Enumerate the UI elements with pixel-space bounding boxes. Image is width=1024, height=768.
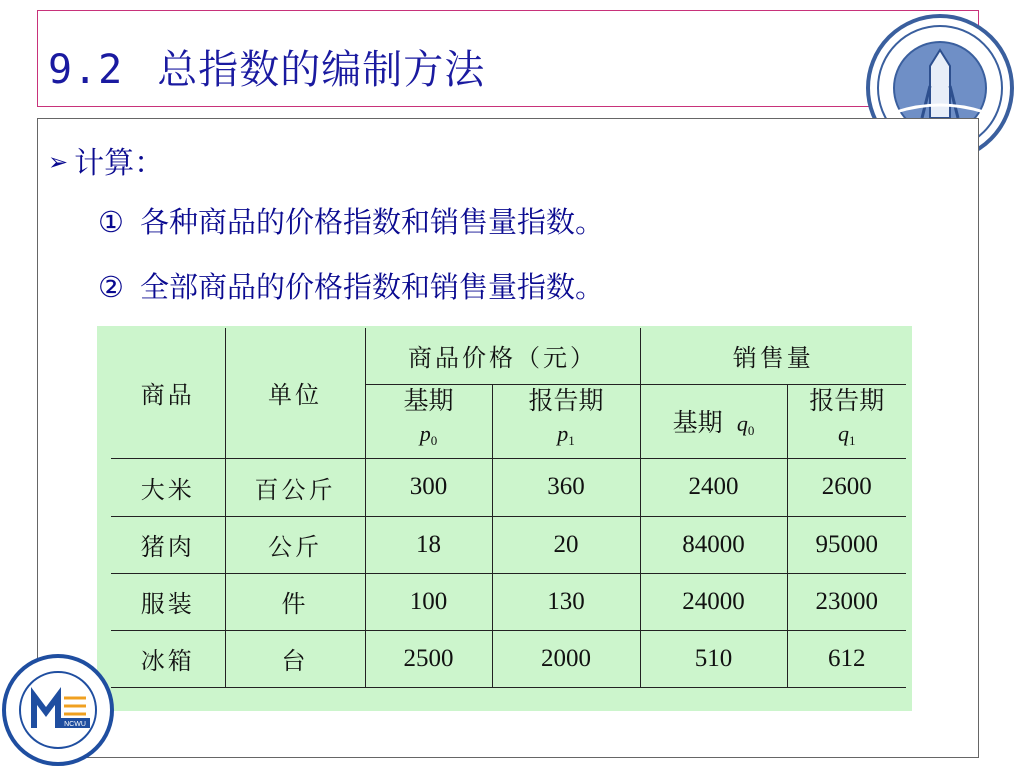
title-text: 总指数的编制方法: [157, 47, 486, 93]
header-base-price: 基期 $p_0$: [365, 384, 492, 458]
item-text: 全部商品的价格指数和销售量指数。: [140, 270, 605, 304]
item-marker: ②: [98, 270, 124, 304]
header-unit: 单位: [225, 328, 365, 458]
arrow-bullet-icon: ➢: [48, 148, 69, 176]
header-goods: 商品: [111, 328, 225, 458]
bullet-label: 计算：: [74, 146, 165, 181]
item-marker: ①: [98, 205, 124, 239]
header-price-group: 商品价格（元）: [365, 328, 640, 384]
price-sales-table: [111, 328, 906, 688]
table-row: 猪肉 公斤 18 20 84000 95000: [111, 516, 906, 573]
title-number: 9.2: [48, 47, 124, 93]
table-row: 冰箱 台 2500 2000 510 612: [111, 630, 906, 687]
badge-text: NCWU: [64, 721, 86, 728]
table-background: [97, 326, 912, 711]
list-item: [98, 200, 604, 241]
item-text: 各种商品的价格指数和销售量指数。: [140, 205, 605, 239]
header-sales-group: 销售量: [640, 328, 906, 384]
list-item: [98, 265, 604, 306]
header-base-sales: 基期 $q_0$: [640, 384, 787, 458]
table-row: 大米 百公斤 300 360 2400 2600: [111, 458, 906, 516]
school-badge-icon: [0, 648, 118, 768]
header-report-sales: 报告期 $q_1$: [787, 384, 906, 458]
slide-title: [48, 38, 485, 95]
table-row: 服装 件 100 130 24000 23000: [111, 573, 906, 630]
bullet-heading: [48, 138, 164, 182]
header-report-price: 报告期 $p_1$: [492, 384, 640, 458]
